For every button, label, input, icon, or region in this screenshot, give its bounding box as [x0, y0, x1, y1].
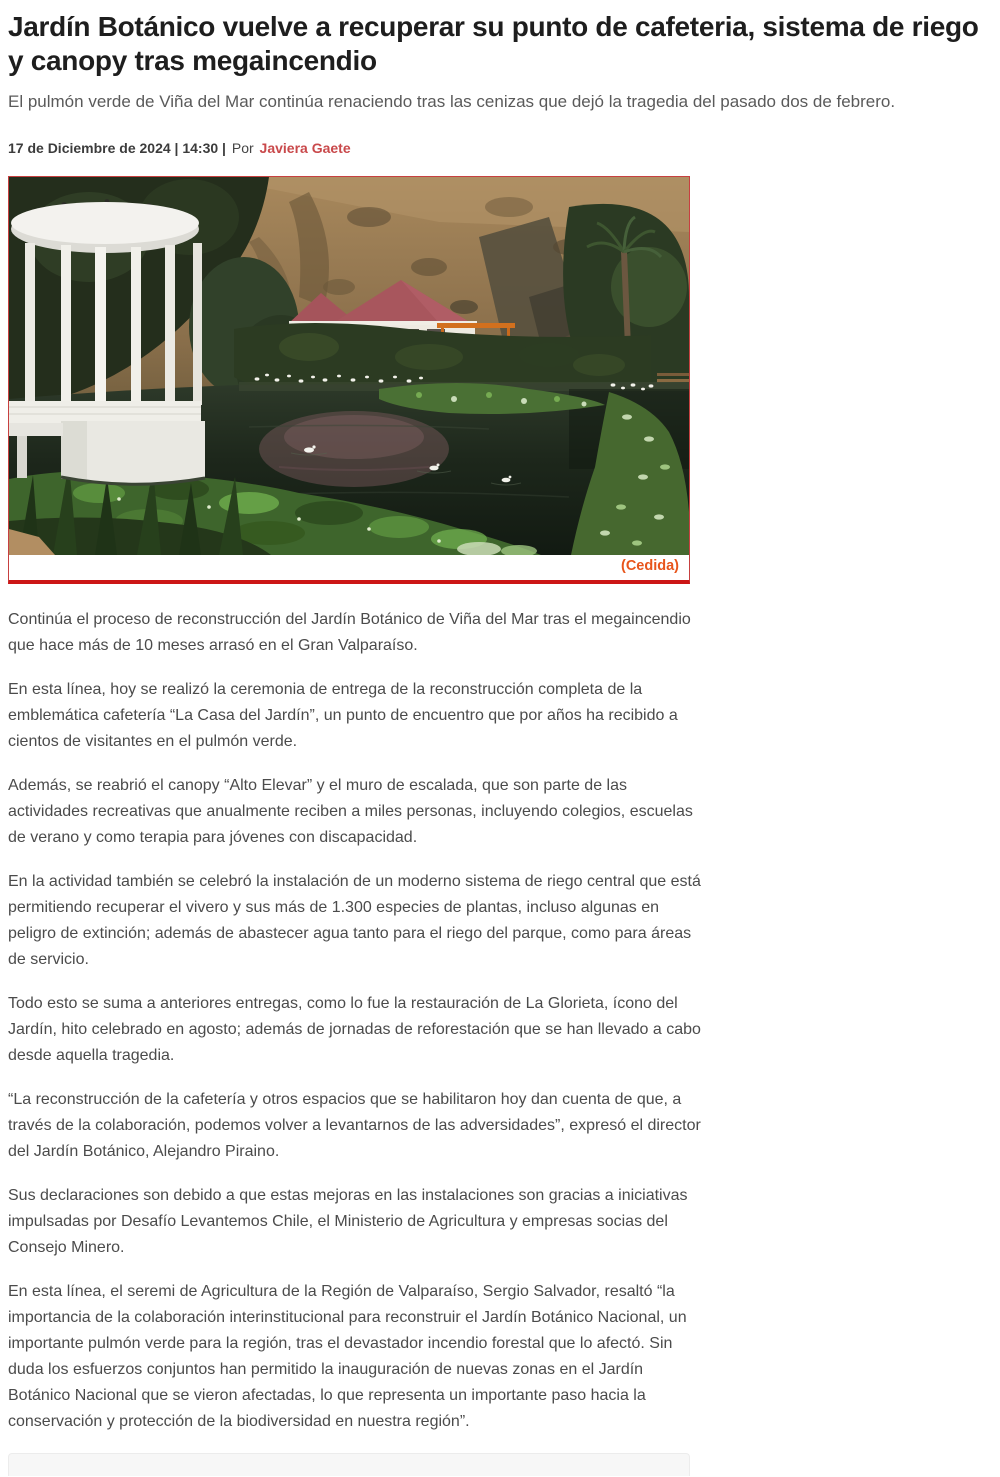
author-link[interactable]: Javiera Gaete [259, 140, 351, 156]
article-paragraph: “La reconstrucción de la cafetería y otros espacios que se habilitaron hoy dan cuenta de que, a través de la colaboración, podemos volver a levantarnos de las adversidades”, expresó el director del Jardín Botánico, Alejandro Piraino. [8, 1091, 701, 1160]
page-title: Jardín Botánico vuelve a recuperar su punto de cafeteria, sistema de riego y canopy tras megaincendio [8, 11, 979, 76]
photo-credit-caption: (Cedida) [621, 558, 679, 574]
article-paragraph: En esta línea, hoy se realizó la ceremonia de entrega de la reconstrucción completa de la emblemática cafetería “La Casa del Jardín”, un punto de encuentro que por años ha recibido a cientos de visitantes en el pulmón verde. [8, 681, 678, 750]
bottom-module-placeholder [8, 1453, 690, 1476]
article-figure [8, 176, 690, 584]
byline-por-label: Por [231, 140, 254, 156]
article-photo [9, 177, 689, 555]
article-paragraph: Continúa el proceso de reconstrucción del Jardín Botánico de Viña del Mar tras el megaincendio que hace más de 10 meses arrasó en el Gran Valparaíso. [8, 611, 691, 654]
byline [8, 140, 992, 157]
article-paragraph: En esta línea, el seremi de Agricultura de la Región de Valparaíso, Sergio Salvador, resaltó “la importancia de la colaboración interinstitucional para reconstruir el Jardín Botánico Nacional, un importante pulmón verde para la región, tras el devastador incendio forestal que lo afectó. Sin duda los esfuerzos conjuntos han permitido la inauguración de nuevas zonas en el Jardín Botánico Nacional que se vieron afectadas, lo que representa un importante paso hacia la conservación y protección de la biodiversidad en nuestra región”. [8, 1283, 687, 1430]
article-paragraph: Todo esto se suma a anteriores entregas, como lo fue la restauración de La Glorieta, ícono del Jardín, hito celebrado en agosto; además de jornadas de reforestación que se han llevado a cabo desde aquella tragedia. [8, 995, 701, 1064]
article-body [8, 607, 702, 1435]
article-paragraph: En la actividad también se celebró la instalación de un moderno sistema de riego central que está permitiendo recuperar el vivero y sus más de 1.300 especies de plantas, incluso algunas en peligro de extinción; además de abastecer agua tanto para el riego del parque, como para áreas de servicio. [8, 873, 701, 968]
article-paragraph: Además, se reabrió el canopy “Alto Elevar” y el muro de escalada, que son parte de las actividades recreativas que anualmente reciben a miles personas, incluyendo colegios, escuelas de verano y como terapia para jóvenes con discapacidad. [8, 777, 693, 846]
article-paragraph: Sus declaraciones son debido a que estas mejoras en las instalaciones son gracias a iniciativas impulsadas por Desafío Levantemos Chile, el Ministerio de Agricultura y empresas socias del Consejo Minero. [8, 1187, 688, 1256]
article-subtitle: El pulmón verde de Viña del Mar continúa renaciendo tras las cenizas que dejó la tragedia del pasado dos de febrero. [8, 92, 896, 111]
byline-datetime: 17 de Diciembre de 2024 | 14:30 | [8, 140, 226, 156]
botanic-garden-photo-illustration [9, 177, 689, 555]
